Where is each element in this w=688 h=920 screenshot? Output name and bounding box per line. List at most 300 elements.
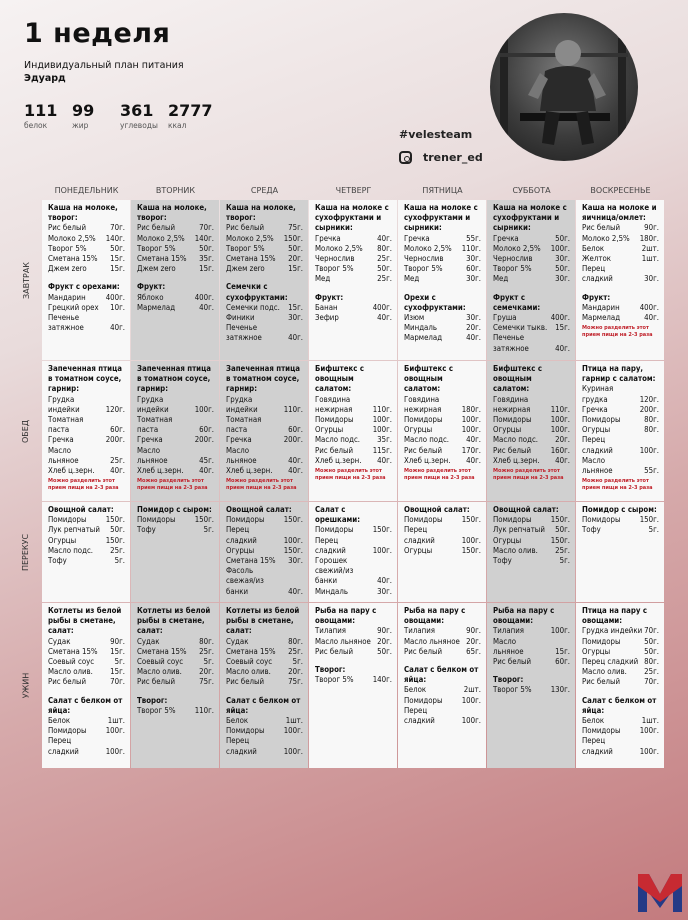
ingredient-name: Грецкий орех bbox=[48, 302, 99, 312]
ingredient-amount: 100г. bbox=[283, 726, 303, 736]
ingredient-line bbox=[404, 264, 481, 274]
ingredient-line bbox=[404, 323, 481, 333]
ingredient-name: Сметана 15% bbox=[226, 254, 276, 264]
meal-cell-snack-tuesday bbox=[131, 502, 219, 602]
meal-cell-breakfast-saturday bbox=[487, 200, 575, 360]
ingredient-amount: 150г. bbox=[639, 515, 659, 525]
ingredient-name: сладкий bbox=[315, 545, 346, 555]
ingredient-name: Огурцы bbox=[226, 545, 255, 555]
ingredient-amount: 100г. bbox=[550, 415, 570, 425]
ingredient-line bbox=[226, 425, 303, 435]
ingredient-line bbox=[404, 456, 481, 466]
ingredient-name: Хлеб ц.зерн. bbox=[226, 466, 273, 476]
ingredient-name: грудка bbox=[582, 394, 608, 404]
ingredient-name: Тофу bbox=[137, 525, 156, 535]
ingredient-name: Помидоры bbox=[493, 415, 532, 425]
ingredient-amount: 1шт. bbox=[285, 716, 303, 726]
ingredient-line bbox=[404, 525, 481, 535]
ingredient-line bbox=[404, 333, 481, 343]
ingredient-line bbox=[404, 415, 481, 425]
ingredient-line bbox=[315, 264, 392, 274]
ingredient-name: Горошек bbox=[315, 556, 348, 566]
ingredient-name: Чернослив bbox=[315, 254, 355, 264]
ingredient-line bbox=[48, 667, 125, 677]
ingredient-name: Яблоко bbox=[137, 292, 164, 302]
ingredient-name: льняное bbox=[493, 646, 524, 656]
ingredient-name: Сметана 15% bbox=[48, 646, 98, 656]
ingredient-amount: 30г. bbox=[466, 274, 481, 284]
ingredient-amount: 55г. bbox=[644, 466, 659, 476]
ingredient-amount: 45г. bbox=[199, 455, 214, 465]
ingredient-amount: 150г. bbox=[283, 233, 303, 243]
meal-cell-breakfast-tuesday bbox=[131, 200, 219, 360]
ingredient-name: Помидоры bbox=[582, 726, 621, 736]
ingredient-line bbox=[137, 415, 214, 425]
page-title: 1 неделя bbox=[24, 18, 171, 49]
meal-cell-lunch-friday bbox=[398, 361, 486, 501]
split-note: Можно разделить этот прием пищи на 2-3 раза bbox=[582, 325, 653, 339]
ingredient-name: Мандарин bbox=[48, 292, 86, 302]
ingredient-name: Чернослив bbox=[404, 254, 444, 264]
spacer bbox=[137, 274, 214, 282]
meal-cell-dinner-saturday bbox=[487, 603, 575, 768]
ingredient-name: Помидоры bbox=[404, 415, 443, 425]
ingredient-name: льняное bbox=[226, 455, 257, 465]
split-note: Можно разделить этот прием пищи на 2-3 раза bbox=[48, 478, 119, 492]
ingredient-amount: 25г. bbox=[288, 646, 303, 656]
ingredient-line bbox=[48, 536, 125, 546]
ingredient-name: Творог 5% bbox=[137, 243, 176, 253]
ingredient-amount: 15г. bbox=[555, 323, 570, 333]
ingredient-amount: 50г. bbox=[555, 233, 570, 243]
ingredient-line bbox=[226, 716, 303, 726]
ingredient-line bbox=[582, 384, 659, 394]
ingredient-line bbox=[404, 536, 481, 546]
ingredient-line bbox=[226, 254, 303, 264]
ingredient-amount: 60г. bbox=[555, 657, 570, 667]
split-note: Можно разделить этот прием пищи на 2-3 раза bbox=[226, 478, 297, 492]
ingredient-name: Молоко 2,5% bbox=[48, 233, 96, 243]
ingredient-name: Судак bbox=[226, 636, 249, 646]
ingredient-amount: 150г. bbox=[461, 545, 481, 555]
dish-title: Творог: bbox=[315, 665, 346, 675]
ingredient-name: Куриная bbox=[582, 384, 614, 394]
ingredient-name: Чернослив bbox=[493, 254, 533, 264]
ingredient-line bbox=[48, 637, 125, 647]
ingredient-name: Масло олив. bbox=[493, 545, 538, 555]
ingredient-name: паста bbox=[48, 425, 70, 435]
day-tuesday-header: ВТОРНИК bbox=[155, 186, 196, 195]
split-note: Можно разделить этот прием пищи на 2-3 раза bbox=[404, 468, 475, 482]
ingredient-line bbox=[226, 736, 303, 746]
ingredient-amount: 5г. bbox=[559, 556, 570, 566]
ingredient-line bbox=[226, 546, 303, 556]
ingredient-name: Груша bbox=[493, 313, 517, 323]
meal-cell-snack-sunday bbox=[576, 502, 664, 602]
ingredient-amount: 20г. bbox=[199, 667, 214, 677]
meal-cell-snack-saturday bbox=[487, 502, 575, 602]
ingredient-name: нежирная bbox=[404, 404, 442, 414]
ingredient-name: Масло bbox=[493, 636, 516, 646]
ingredient-amount: 2шт. bbox=[463, 685, 481, 695]
ingredient-line bbox=[315, 576, 392, 586]
ingredient-name: Огурцы bbox=[582, 425, 611, 435]
ingredient-name: Джем zero bbox=[48, 264, 87, 274]
ingredient-name: Молоко 2,5% bbox=[582, 233, 630, 243]
ingredient-amount: 40г. bbox=[466, 435, 481, 445]
meal-cell-breakfast-friday bbox=[398, 200, 486, 360]
ingredient-amount: 25г. bbox=[644, 667, 659, 677]
ingredient-amount: 40г. bbox=[199, 302, 214, 312]
ingredient-name: Огурцы bbox=[315, 425, 344, 435]
ingredient-amount: 15г. bbox=[110, 254, 125, 264]
ingredient-name: Говядина bbox=[404, 394, 440, 404]
ingredient-line bbox=[48, 234, 125, 244]
ingredient-line bbox=[226, 415, 303, 425]
dish-title: Фрукт: bbox=[137, 282, 166, 292]
ingredient-name: Говядина bbox=[315, 394, 351, 404]
ingredient-line bbox=[226, 525, 303, 535]
ingredient-name: Сметана 15% bbox=[226, 556, 276, 566]
ingredient-name: Огурцы bbox=[493, 425, 522, 435]
ingredient-amount: 40г. bbox=[555, 455, 570, 465]
ingredient-line bbox=[48, 525, 125, 535]
ingredient-name: Творог 5% bbox=[404, 264, 443, 274]
dish-title: Помидор с сыром: bbox=[582, 505, 657, 514]
ingredient-line bbox=[48, 657, 125, 667]
ingredient-amount: 400г. bbox=[639, 302, 659, 312]
ingredient-amount: 30г. bbox=[288, 556, 303, 566]
ingredient-name: Тофу bbox=[493, 556, 512, 566]
row-label-breakfast bbox=[14, 200, 38, 360]
ingredient-amount: 40г. bbox=[377, 455, 392, 465]
ingredient-name: Масло олив. bbox=[137, 667, 182, 677]
meal-cell-breakfast-sunday bbox=[576, 200, 664, 360]
ingredient-line bbox=[315, 675, 392, 685]
ingredient-name: Гречка bbox=[315, 233, 341, 243]
ingredient-line bbox=[493, 515, 570, 525]
ingredient-amount: 55г. bbox=[466, 233, 481, 243]
ingredient-line bbox=[493, 546, 570, 556]
ingredient-name: Хлеб ц.зерн. bbox=[315, 455, 362, 465]
ingredient-line bbox=[226, 677, 303, 687]
ingredient-line bbox=[226, 223, 303, 233]
spacer bbox=[137, 688, 214, 696]
ingredient-line bbox=[226, 515, 303, 525]
meal-cell-lunch-thursday bbox=[309, 361, 397, 501]
page-subtitle: Индивидуальный план питания bbox=[24, 60, 184, 71]
ingredient-amount: 35г. bbox=[199, 254, 214, 264]
ingredient-line bbox=[48, 425, 125, 435]
ingredient-amount: 40г. bbox=[377, 313, 392, 323]
instagram-handle[interactable] bbox=[399, 151, 483, 164]
ingredient-name: сладкий bbox=[404, 716, 435, 726]
ingredient-amount: 30г. bbox=[288, 313, 303, 323]
ingredient-name: Тилапия bbox=[404, 626, 435, 636]
ingredient-amount: 25г. bbox=[555, 545, 570, 555]
ingredient-line bbox=[493, 657, 570, 667]
ingredient-line bbox=[582, 313, 659, 323]
ingredient-name: Рис белый bbox=[315, 445, 354, 455]
meal-cell-dinner-tuesday bbox=[131, 603, 219, 768]
ingredient-name: Мармелад bbox=[404, 333, 443, 343]
spacer bbox=[493, 285, 570, 293]
ingredient-line bbox=[137, 466, 214, 476]
row-label-text: ОБЕД bbox=[21, 419, 31, 443]
ingredient-amount: 75г. bbox=[288, 223, 303, 233]
ingredient-amount: 5г. bbox=[648, 525, 659, 535]
ingredient-name: Помидоры bbox=[582, 515, 621, 525]
ingredient-name: Огурцы bbox=[404, 425, 433, 435]
ingredient-name: Сметана 15% bbox=[137, 254, 187, 264]
ingredient-name: Рис белый bbox=[137, 223, 176, 233]
dish-title: Запеченная птица в томатном соусе, гарнир: bbox=[137, 364, 212, 394]
ingredient-name: Помидоры bbox=[404, 695, 443, 705]
ingredient-name: Помидоры bbox=[315, 415, 354, 425]
ingredient-line bbox=[582, 456, 659, 466]
ingredient-line bbox=[315, 274, 392, 284]
ingredient-line bbox=[48, 254, 125, 264]
stat-protein bbox=[24, 101, 57, 130]
split-note: Можно разделить этот прием пищи на 2-3 раза bbox=[582, 478, 653, 492]
stat-fat bbox=[72, 101, 94, 130]
stat-kcal bbox=[168, 101, 213, 130]
stat-value: 99 bbox=[72, 101, 95, 120]
ingredient-line bbox=[582, 435, 659, 445]
ingredient-line bbox=[315, 456, 392, 466]
ingredient-name: Миндаль bbox=[315, 586, 348, 596]
ingredient-name: Мед bbox=[404, 274, 420, 284]
ingredient-name: Печенье bbox=[226, 323, 258, 333]
ingredient-name: Банан bbox=[315, 302, 338, 312]
ingredient-name: сладкий bbox=[48, 746, 79, 756]
ingredient-line bbox=[226, 647, 303, 657]
ingredient-name: Молоко 2,5% bbox=[315, 243, 363, 253]
ingredient-name: нежирная bbox=[493, 404, 531, 414]
ingredient-line bbox=[137, 264, 214, 274]
dish-title: Каша на молоке, творог: bbox=[48, 203, 118, 223]
meal-cell-lunch-tuesday bbox=[131, 361, 219, 501]
ingredient-line bbox=[404, 685, 481, 695]
ingredient-line bbox=[493, 626, 570, 636]
ingredient-name: Творог 5% bbox=[48, 243, 87, 253]
ingredient-name: Масло bbox=[226, 445, 249, 455]
ingredient-line bbox=[582, 736, 659, 746]
ingredient-amount: 170г. bbox=[461, 445, 481, 455]
ingredient-name: Молоко 2,5% bbox=[137, 233, 185, 243]
spacer bbox=[315, 657, 392, 665]
ingredient-name: Сметана 15% bbox=[137, 646, 187, 656]
ingredient-name: Перец bbox=[226, 736, 250, 746]
ingredient-line bbox=[582, 274, 659, 284]
ingredient-line bbox=[493, 395, 570, 405]
ingredient-amount: 25г. bbox=[377, 254, 392, 264]
ingredient-name: Творог 5% bbox=[137, 705, 176, 715]
ingredient-name: Тофу bbox=[48, 556, 67, 566]
ingredient-name: Рис белый bbox=[582, 677, 621, 687]
ingredient-line bbox=[137, 435, 214, 445]
ingredient-line bbox=[315, 415, 392, 425]
client-name: Эдуард bbox=[24, 73, 66, 84]
ingredient-amount: 90г. bbox=[644, 223, 659, 233]
ingredient-name: Лук репчатый bbox=[48, 525, 100, 535]
dish-title: Овощной салат: bbox=[48, 505, 114, 514]
meal-cell-breakfast-thursday bbox=[309, 200, 397, 360]
ingredient-amount: 50г. bbox=[555, 525, 570, 535]
ingredient-line bbox=[404, 274, 481, 284]
ingredient-amount: 1шт. bbox=[641, 716, 659, 726]
ingredient-line bbox=[315, 244, 392, 254]
ingredient-name: Молоко 2,5% bbox=[493, 243, 541, 253]
dish-title: Каша на молоке и яичница/омлет: bbox=[582, 203, 657, 223]
ingredient-line bbox=[226, 556, 303, 566]
ingredient-line bbox=[226, 303, 303, 313]
ingredient-line bbox=[48, 303, 125, 313]
ingredient-name: Огурцы bbox=[493, 535, 522, 545]
ingredient-line bbox=[493, 647, 570, 657]
row-label-snack bbox=[14, 502, 38, 602]
stat-value: 111 bbox=[24, 101, 58, 120]
ingredient-amount: 40г. bbox=[466, 455, 481, 465]
ingredient-line bbox=[493, 556, 570, 566]
ingredient-line bbox=[48, 293, 125, 303]
ingredient-name: Огурцы bbox=[48, 535, 77, 545]
ingredient-line bbox=[137, 395, 214, 405]
meal-cell-snack-monday bbox=[42, 502, 130, 602]
ingredient-name: индейки bbox=[48, 404, 80, 414]
ingredient-line bbox=[48, 456, 125, 466]
ingredient-line bbox=[137, 647, 214, 657]
dish-title: Салат с орешками: bbox=[315, 505, 360, 525]
ingredient-name: Гречка bbox=[48, 435, 74, 445]
meal-cell-lunch-sunday bbox=[576, 361, 664, 501]
ingredient-amount: 110г. bbox=[550, 404, 570, 414]
ingredient-line bbox=[315, 536, 392, 546]
ingredient-line bbox=[226, 566, 303, 576]
dish-title: Помидор с сыром: bbox=[137, 505, 212, 514]
ingredient-line bbox=[226, 536, 303, 546]
stat-label: ккал bbox=[168, 121, 187, 130]
ingredient-amount: 60г. bbox=[288, 425, 303, 435]
ingredient-line bbox=[48, 313, 125, 323]
meal-cell-snack-thursday bbox=[309, 502, 397, 602]
ingredient-amount: 5г. bbox=[203, 525, 214, 535]
ingredient-line bbox=[404, 446, 481, 456]
ingredient-name: Желток bbox=[582, 254, 611, 264]
ingredient-amount: 60г. bbox=[466, 264, 481, 274]
meal-cell-dinner-monday bbox=[42, 603, 130, 768]
ingredient-amount: 100г. bbox=[550, 425, 570, 435]
ingredient-name: Масло bbox=[582, 455, 605, 465]
dish-title: Фрукт: bbox=[582, 292, 611, 302]
stat-value: 361 bbox=[120, 101, 154, 120]
ingredient-name: Рис белый bbox=[226, 223, 265, 233]
ingredient-name: нежирная bbox=[315, 404, 353, 414]
ingredient-line bbox=[315, 435, 392, 445]
dish-title: Орехи с сухофруктами: bbox=[404, 292, 466, 312]
spacer bbox=[315, 285, 392, 293]
row-label-text: ЗАВТРАК bbox=[21, 261, 31, 299]
ingredient-amount: 180г. bbox=[461, 404, 481, 414]
meal-cell-lunch-wednesday bbox=[220, 361, 308, 501]
ingredient-amount: 100г. bbox=[639, 746, 659, 756]
ingredient-name: Гречка bbox=[404, 233, 430, 243]
ingredient-amount: 70г. bbox=[644, 626, 659, 636]
ingredient-name: Судак bbox=[48, 636, 71, 646]
ingredient-line bbox=[315, 234, 392, 244]
ingredient-amount: 75г. bbox=[199, 677, 214, 687]
ingredient-line bbox=[137, 234, 214, 244]
ingredient-name: Грудка индейки bbox=[582, 626, 643, 636]
ingredient-line bbox=[493, 264, 570, 274]
ingredient-line bbox=[226, 234, 303, 244]
hashtag: #velesteam bbox=[399, 128, 473, 141]
ingredient-line bbox=[582, 515, 659, 525]
ingredient-line bbox=[315, 425, 392, 435]
dish-title: Каша на молоке с сухофруктами и сырники: bbox=[315, 203, 389, 233]
ingredient-name: Молоко 2,5% bbox=[226, 233, 274, 243]
ingredient-amount: 25г. bbox=[110, 455, 125, 465]
ingredient-name: Соевый соус bbox=[137, 657, 184, 667]
ingredient-name: Перец bbox=[404, 705, 428, 715]
ingredient-amount: 130г. bbox=[550, 685, 570, 695]
spacer bbox=[226, 274, 303, 282]
dish-title: Птица на пару с овощами: bbox=[582, 606, 648, 626]
ingredient-amount: 80г. bbox=[644, 657, 659, 667]
ingredient-amount: 40г. bbox=[110, 466, 125, 476]
ingredient-name: Масло льняное bbox=[404, 636, 460, 646]
ingredient-name: сладкий bbox=[582, 274, 613, 284]
ingredient-line bbox=[315, 546, 392, 556]
ingredient-line bbox=[137, 667, 214, 677]
row-label-dinner bbox=[14, 603, 38, 768]
ingredient-amount: 150г. bbox=[105, 535, 125, 545]
ingredient-amount: 35г. bbox=[377, 435, 392, 445]
ingredient-amount: 25г. bbox=[110, 545, 125, 555]
ingredient-name: Тилапия bbox=[493, 626, 524, 636]
ingredient-amount: 30г. bbox=[644, 274, 659, 284]
ingredient-amount: 20г. bbox=[288, 667, 303, 677]
ingredient-name: затяжное bbox=[48, 323, 84, 333]
ingredient-amount: 200г. bbox=[194, 435, 214, 445]
instagram-username: trener_ed bbox=[423, 151, 483, 164]
ingredient-line bbox=[48, 726, 125, 736]
dish-title: Рыба на пару с овощами: bbox=[315, 606, 377, 626]
ingredient-line bbox=[404, 696, 481, 706]
ingredient-line bbox=[404, 244, 481, 254]
ingredient-amount: 30г. bbox=[466, 254, 481, 264]
ingredient-name: Творог 5% bbox=[315, 264, 354, 274]
ingredient-line bbox=[582, 234, 659, 244]
ingredient-name: Помидоры bbox=[582, 415, 621, 425]
ingredient-amount: 20г. bbox=[466, 323, 481, 333]
ingredient-line bbox=[404, 395, 481, 405]
ingredient-amount: 90г. bbox=[110, 636, 125, 646]
ingredient-name: сладкий bbox=[582, 445, 613, 455]
ingredient-amount: 70г. bbox=[110, 677, 125, 687]
ingredient-line bbox=[315, 626, 392, 636]
ingredient-line bbox=[137, 637, 214, 647]
ingredient-line bbox=[315, 313, 392, 323]
ingredient-line bbox=[137, 254, 214, 264]
ingredient-line bbox=[582, 264, 659, 274]
ingredient-line bbox=[493, 536, 570, 546]
ingredient-name: Изюм bbox=[404, 313, 425, 323]
ingredient-name: Масло подс. bbox=[404, 435, 450, 445]
ingredient-line bbox=[404, 515, 481, 525]
ingredient-name: Творог 5% bbox=[226, 243, 265, 253]
spacer bbox=[404, 657, 481, 665]
